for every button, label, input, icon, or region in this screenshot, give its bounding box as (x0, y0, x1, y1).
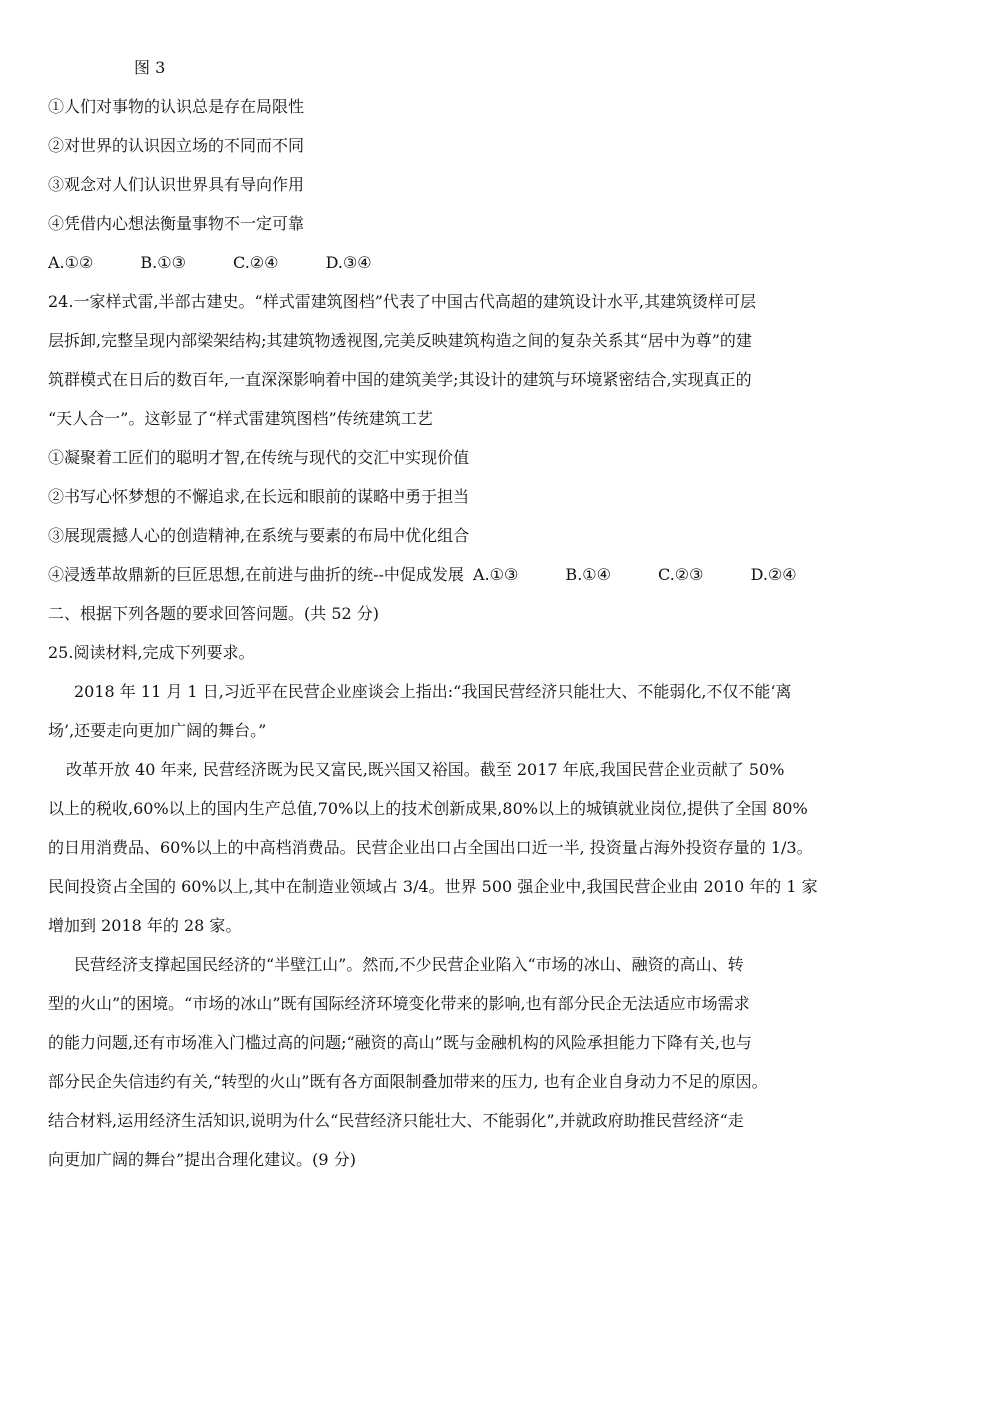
q25-para2-line-1: 改革开放 40 年来, 民营经济既为民又富民,既兴国又裕国。截至 2017 年底,我国民营企业贡献了 50% (66, 760, 785, 779)
q24-statement-3: ③展现震撼人心的创造精神,在系统与要素的布局中优化组合 (48, 526, 470, 545)
q25-para1-line-1: 2018 年 11 月 1 日,习近平在民营企业座谈会上指出:“我国民营经济只能壮大、不能弱化,不仅不能‘离 (74, 682, 792, 701)
q23-option-b: B.①③ (140, 253, 186, 272)
q25-para2-line-2: 以上的税收,60%以上的国内生产总值,70%以上的技术创新成果,80%以上的城镇就业岗位,提供了全国 80% (48, 799, 808, 818)
q24-option-d: D.②④ (750, 565, 797, 584)
q24-text-line-1: 24.一家样式雷,半部古建史。“样式雷建筑图档”代表了中国古代高超的建筑设计水平,其建筑烫样可层 (48, 292, 756, 311)
q24-statement-4-with-options (48, 565, 797, 585)
q24-text-line-4: “天人合一”。这彰显了“样式雷建筑图档”传统建筑工艺 (48, 409, 433, 428)
q25-para3-line-6: 向更加广阔的舞台”提出合理化建议。(9 分) (48, 1150, 356, 1169)
q25-para2-line-5: 增加到 2018 年的 28 家。 (48, 916, 242, 935)
q24-text-line-3: 筑群模式在日后的数百年,一直深深影响着中国的建筑美学;其设计的建筑与环境紧密结合,实现真正的 (48, 370, 752, 389)
q25-para3-line-1: 民营经济支撑起国民经济的“半壁江山”。然而,不少民营企业陷入“市场的冰山、融资的高山、转 (74, 955, 744, 974)
q24-option-a: A.①③ (473, 565, 519, 584)
q23-statement-4: ④凭借内心想法衡量事物不一定可靠 (48, 214, 305, 233)
q24-statement-1: ①凝聚着工匠们的聪明才智,在传统与现代的交汇中实现价值 (48, 448, 470, 467)
q25-para3-line-5: 结合材料,运用经济生活知识,说明为什么“民营经济只能壮大、不能弱化”,并就政府助推民营经济“走 (48, 1111, 744, 1130)
q24-text-line-2: 层拆卸,完整呈现内部梁架结构;其建筑物透视图,完美反映建筑构造之间的复杂关系其“居中为尊”的建 (48, 331, 752, 350)
q25-para1-line-2: 场’,还要走向更加广阔的舞台。” (48, 721, 267, 740)
q23-option-c: C.②④ (233, 253, 279, 272)
q25-para2-line-3: 的日用消费品、60%以上的中高档消费品。民营企业出口占全国出口近一半, 投资量占海外投资存量的 1/3。 (48, 838, 813, 857)
q23-statement-2: ②对世界的认识因立场的不同而不同 (48, 136, 305, 155)
q25-para2-line-4: 民间投资占全国的 60%以上,其中在制造业领域占 3/4。世界 500 强企业中,我国民营企业由 2010 年的 1 家 (48, 877, 818, 896)
figure-label: 图 3 (134, 58, 166, 77)
q25-para3-line-4: 部分民企失信违约有关,“转型的火山”既有各方面限制叠加带来的压力, 也有企业自身动力不足的原因。 (48, 1072, 768, 1091)
q24-option-b: B.①④ (565, 565, 611, 584)
q23-statement-1: ①人们对事物的认识总是存在局限性 (48, 97, 305, 116)
q23-option-a: A.①② (48, 253, 94, 272)
q24-option-c: C.②③ (658, 565, 704, 584)
q25-para3-line-3: 的能力问题,还有市场准入门槛过高的问题;“融资的高山”既与金融机构的风险承担能力下降有关,也与 (48, 1033, 752, 1052)
q23-statement-3: ③观念对人们认识世界具有导向作用 (48, 175, 305, 194)
q25-para3-line-2: 型的火山”的困境。“市场的冰山”既有国际经济环境变化带来的影响,也有部分民企无法适应市场需求 (48, 994, 750, 1013)
section-2-heading: 二、根据下列各题的要求回答问题。(共 52 分) (48, 604, 380, 623)
q23-options (48, 253, 372, 273)
q25-title: 25.阅读材料,完成下列要求。 (48, 643, 255, 662)
q23-option-d: D.③④ (325, 253, 372, 272)
q24-statement-2: ②书写心怀梦想的不懈追求,在长远和眼前的谋略中勇于担当 (48, 487, 470, 506)
q24-statement-4: ④浸透革故鼎新的巨匠思想,在前进与曲折的统--中促成发展 (48, 565, 464, 584)
